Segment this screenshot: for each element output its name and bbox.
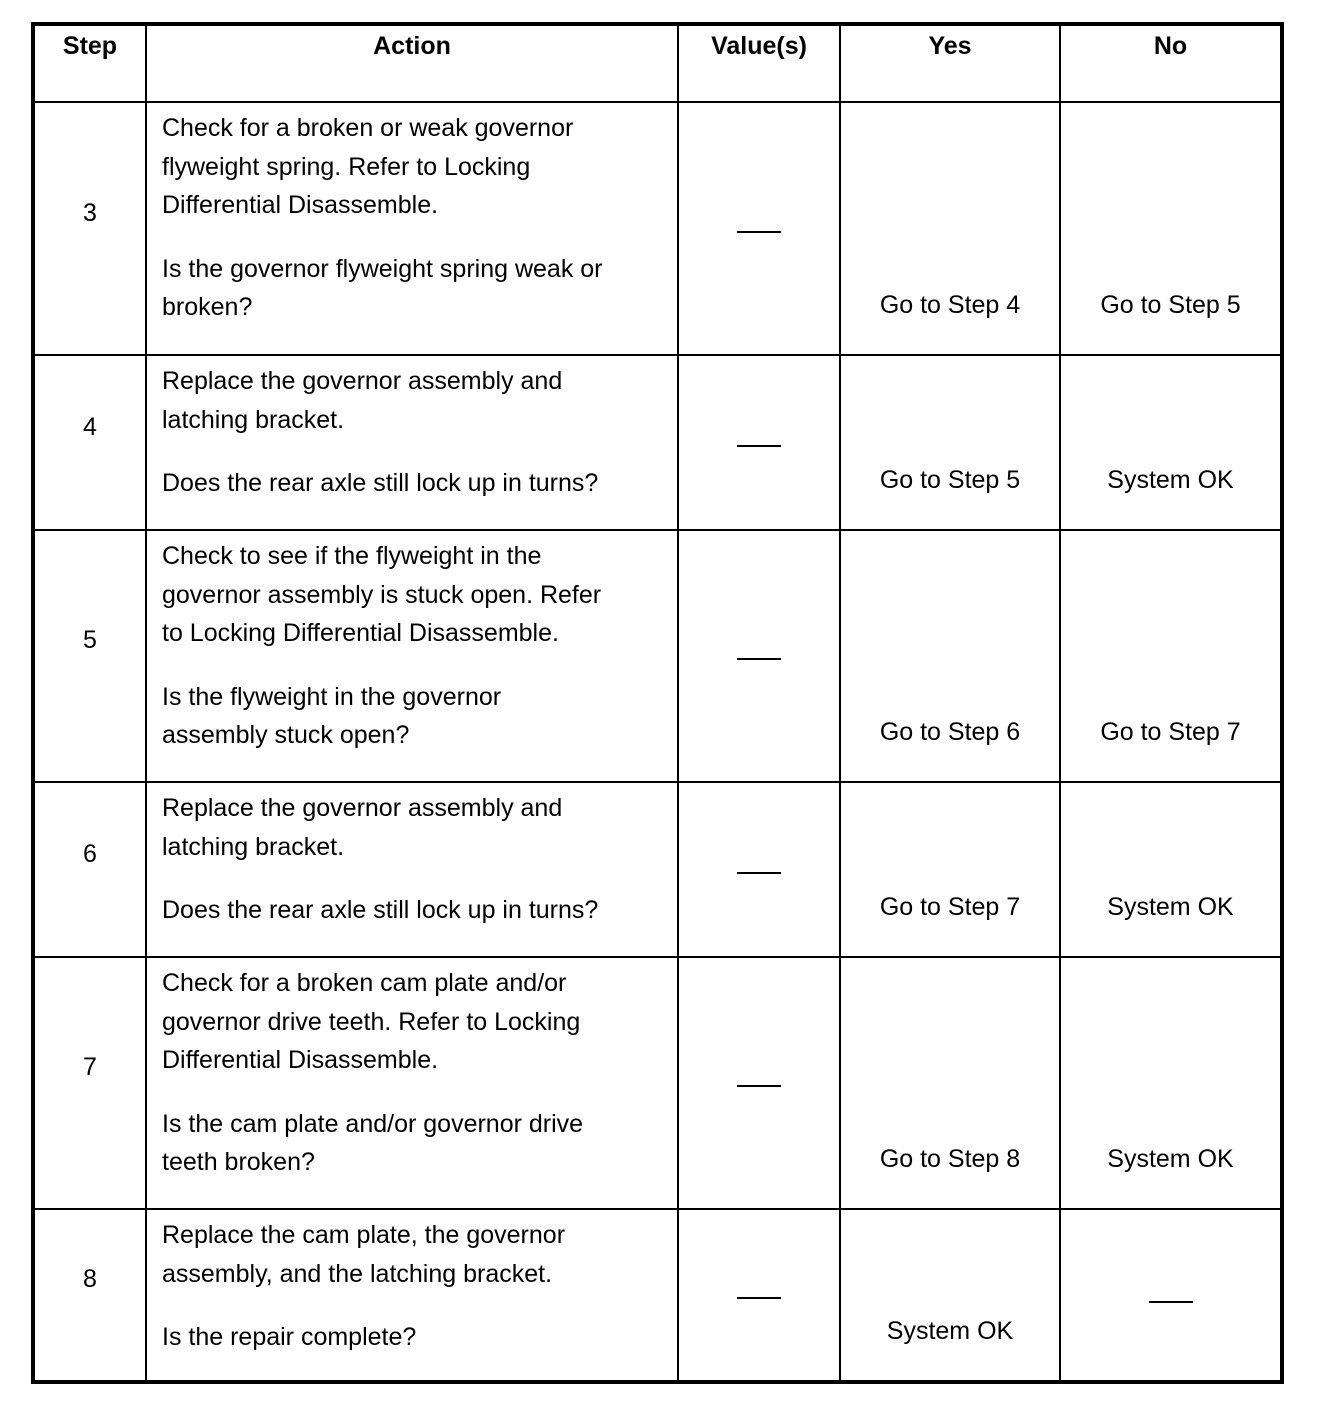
action-cell (146, 355, 678, 530)
action-cell (146, 530, 678, 782)
action-line: Replace the governor assembly and (162, 794, 563, 822)
action-question (162, 1318, 665, 1357)
value-cell (678, 782, 840, 957)
question-line: Is the repair complete? (162, 1323, 417, 1351)
no-cell: Go to Step 5 (1060, 102, 1282, 355)
step-number (33, 1209, 146, 1382)
table-row (33, 782, 1282, 957)
value-dash (737, 231, 781, 233)
action-question (162, 250, 665, 327)
yes-cell: Go to Step 6 (840, 530, 1060, 782)
action-question (162, 1105, 665, 1182)
action-line: Differential Disassemble. (162, 191, 439, 219)
value-dash (737, 445, 781, 447)
action-line: governor drive teeth. Refer to Locking (162, 1007, 581, 1036)
table-body (33, 102, 1282, 1382)
no-cell: Go to Step 7 (1060, 530, 1282, 782)
action-line: Check for a broken cam plate and/or (162, 969, 567, 997)
no-cell: System OK (1060, 957, 1282, 1209)
yes-cell: Go to Step 4 (840, 102, 1060, 355)
no-dash (1149, 1301, 1193, 1303)
header-values: Value(s) (678, 24, 840, 102)
step-number-text: 8 (83, 1265, 97, 1293)
action-line: governor assembly is stuck open. Refer (162, 580, 602, 609)
step-number-text: 5 (83, 626, 97, 654)
action-instruction (162, 537, 665, 653)
value-cell (678, 355, 840, 530)
action-line: Check to see if the flyweight in the (162, 542, 542, 570)
table-row (33, 530, 1282, 782)
step-number-text: 4 (83, 412, 97, 441)
question-line: assembly stuck open? (162, 721, 410, 749)
action-cell (146, 102, 678, 355)
header-yes: Yes (840, 24, 1060, 102)
header-row (33, 24, 1282, 102)
action-cell (146, 957, 678, 1209)
header-no: No (1060, 24, 1282, 102)
action-instruction (162, 964, 665, 1080)
step-number (33, 957, 146, 1209)
action-instruction (162, 362, 665, 439)
step-number (33, 530, 146, 782)
question-line: broken? (162, 293, 253, 321)
step-number-text: 3 (83, 198, 97, 227)
action-question (162, 678, 665, 755)
action-line: Differential Disassemble. (162, 1046, 439, 1074)
action-cell (146, 782, 678, 957)
step-number-text: 6 (83, 839, 97, 868)
diagnostic-table (31, 22, 1284, 1384)
value-dash (737, 1085, 781, 1087)
action-cell (146, 1209, 678, 1382)
no-cell: System OK (1060, 782, 1282, 957)
value-dash (737, 658, 781, 660)
value-dash (737, 1297, 781, 1299)
question-line: Is the flyweight in the governor (162, 682, 502, 711)
step-number-text: 7 (83, 1053, 97, 1081)
step-number (33, 355, 146, 530)
question-line: teeth broken? (162, 1148, 315, 1176)
value-cell (678, 957, 840, 1209)
action-instruction (162, 109, 665, 225)
table-row (33, 355, 1282, 530)
action-line: latching bracket. (162, 832, 345, 861)
action-line: latching bracket. (162, 405, 345, 434)
question-line: Does the rear axle still lock up in turns? (162, 469, 599, 497)
table-row (33, 102, 1282, 355)
value-cell (678, 1209, 840, 1382)
yes-cell: Go to Step 5 (840, 355, 1060, 530)
action-line: flyweight spring. Refer to Locking (162, 152, 531, 181)
table-row (33, 1209, 1282, 1382)
yes-cell: Go to Step 7 (840, 782, 1060, 957)
action-line: Check for a broken or weak governor (162, 114, 574, 142)
no-cell (1060, 1209, 1282, 1382)
action-instruction (162, 789, 665, 866)
step-number (33, 102, 146, 355)
question-line: Is the governor flyweight spring weak or (162, 254, 603, 283)
action-line: Replace the cam plate, the governor (162, 1221, 566, 1249)
action-instruction (162, 1216, 665, 1293)
question-line: Is the cam plate and/or governor drive (162, 1109, 584, 1138)
no-cell: System OK (1060, 355, 1282, 530)
action-line: Replace the governor assembly and (162, 367, 563, 395)
question-line: Does the rear axle still lock up in turns? (162, 896, 599, 924)
table-row (33, 957, 1282, 1209)
value-dash (737, 872, 781, 874)
yes-cell: Go to Step 8 (840, 957, 1060, 1209)
yes-cell: System OK (840, 1209, 1060, 1382)
header-step: Step (33, 24, 146, 102)
action-question (162, 891, 665, 930)
step-number (33, 782, 146, 957)
action-line: to Locking Differential Disassemble. (162, 619, 559, 647)
header-action: Action (146, 24, 678, 102)
action-line: assembly, and the latching bracket. (162, 1259, 553, 1288)
value-cell (678, 102, 840, 355)
action-question (162, 464, 665, 503)
value-cell (678, 530, 840, 782)
